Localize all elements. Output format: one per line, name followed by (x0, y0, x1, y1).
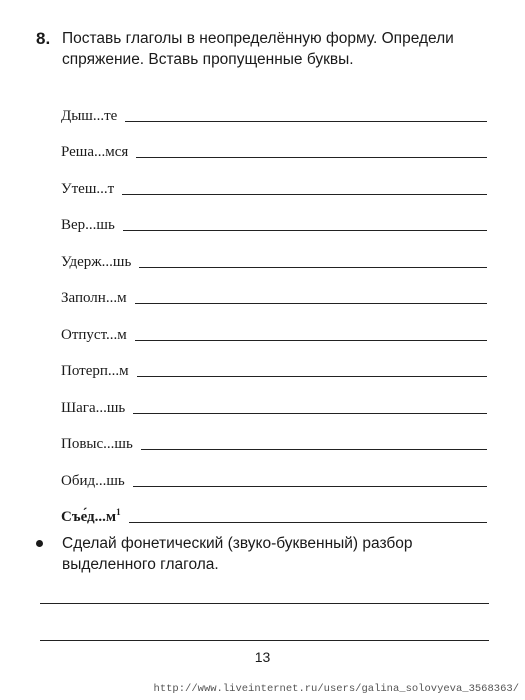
highlighted-verb-text: Съе́д...м (61, 509, 117, 525)
exercise-row-2 (61, 125, 487, 162)
exercise-row-4 (61, 198, 487, 235)
verb-word: Реша...мся (61, 144, 129, 160)
bullet-task (36, 533, 496, 575)
verb-word: Утеш...т (61, 180, 115, 197)
bullet-icon (36, 540, 43, 547)
verb-word: Отпуст...м (61, 326, 127, 343)
watermark-url: http://www.liveinternet.ru/users/galina_solovyeva_3568363/ (153, 683, 519, 695)
exercise-row-highlighted (61, 490, 487, 527)
answer-line (122, 194, 487, 195)
exercise-row-9 (61, 380, 487, 417)
verb-word: Потерп...м (61, 363, 129, 379)
answer-line (141, 449, 487, 450)
exercise-row-3 (61, 161, 487, 198)
answer-line (139, 267, 487, 268)
task-instruction: Поставь глаголы в неопределённую форму. Определи спряжение. Вставь пропущенные буквы. (62, 30, 454, 68)
answer-line (135, 340, 487, 341)
bullet-task-text: Сделай фонетический (звуко-буквенный) разбор выделенного глагола. (62, 535, 413, 573)
writing-line-2 (40, 640, 489, 641)
exercise-row-10 (61, 417, 487, 454)
verb-word: Шага...шь (61, 399, 126, 416)
answer-line (133, 486, 487, 487)
verb-word: Повыс...шь (61, 436, 133, 452)
exercise-row-11 (61, 453, 487, 490)
exercise-row-1 (61, 88, 487, 125)
highlighted-verb (61, 503, 129, 526)
exercise-row-5 (61, 234, 487, 271)
verb-word: Вер...шь (61, 217, 115, 233)
answer-line (137, 376, 487, 377)
answer-line (129, 522, 487, 523)
answer-line (135, 303, 487, 304)
answer-line (125, 121, 487, 122)
page-number: 13 (254, 649, 271, 665)
answer-line (133, 413, 487, 414)
exercise-row-6 (61, 271, 487, 308)
answer-line (136, 157, 487, 158)
verb-word: Обид...шь (61, 472, 125, 489)
verb-word: Удерж...шь (61, 253, 132, 270)
verb-word: Дыш...те (61, 107, 118, 124)
footnote-marker: 1 (116, 507, 121, 517)
verb-word: Заполн...м (61, 290, 127, 306)
exercise-row-7 (61, 307, 487, 344)
exercise-rows (61, 88, 487, 526)
task-number: 8. (36, 29, 51, 48)
exercise-row-8 (61, 344, 487, 381)
task-block (36, 28, 496, 70)
writing-line-1 (40, 603, 489, 604)
answer-line (123, 230, 487, 231)
